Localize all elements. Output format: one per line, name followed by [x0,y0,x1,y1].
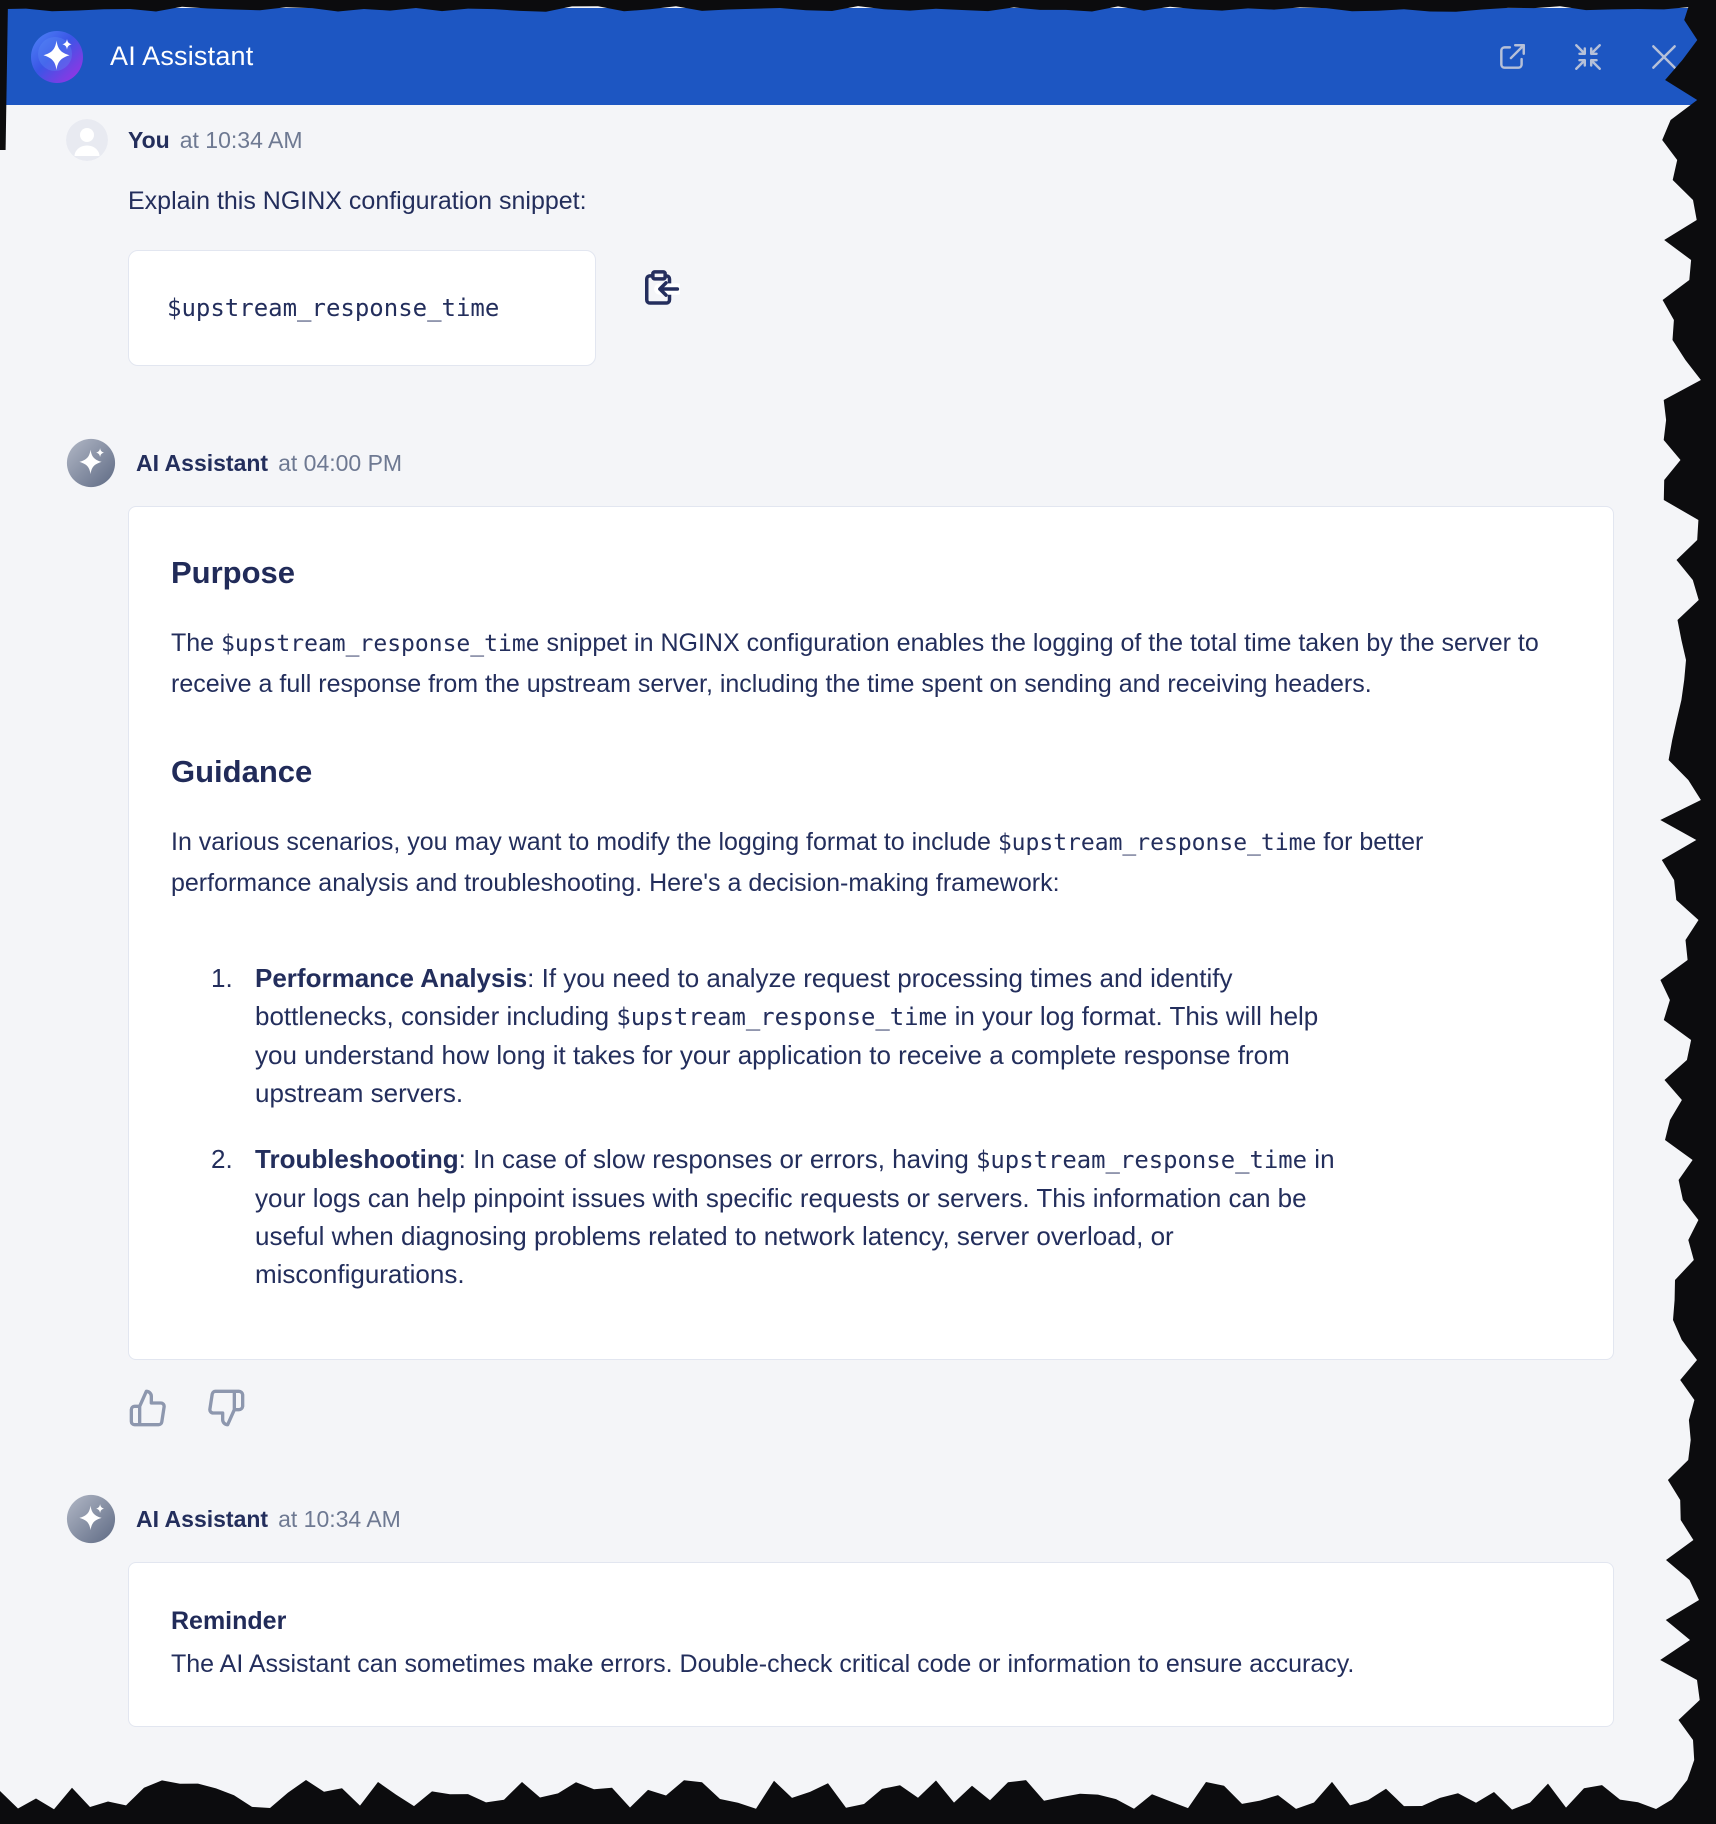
collapse-panel-icon[interactable] [1572,41,1604,73]
purpose-paragraph: The $upstream_response_time snippet in NGINX configuration enables the logging of the total time taken by the server to receive a full response from the upstream server, including the time spent on sending and receiving headers. [171,629,1539,698]
user-message-header [66,119,1716,161]
titlebar [0,8,1716,105]
open-in-new-window-icon[interactable] [1496,41,1528,73]
thumbs-up-icon[interactable] [128,1388,168,1428]
code-snippet-box [128,250,596,366]
assistant-avatar [66,438,116,488]
thumbs-down-icon[interactable] [206,1388,246,1428]
assistant-response-card [128,506,1614,1360]
guidance-paragraph: In various scenarios, you may want to modify the logging format to include $upstream_response_time for better performance analysis and troubleshooting. Here's a decision-making framework: [171,828,1424,897]
author-name: You [128,126,170,153]
feedback-buttons [128,1388,1716,1428]
message-timestamp: at 10:34 AM [278,1505,401,1532]
user-avatar [66,119,108,161]
assistant-message-header [66,438,1716,488]
code-snippet-text: $upstream_response_time [167,294,500,322]
panel-title: AI Assistant [110,41,254,71]
user-message [66,119,1716,366]
message-timestamp: at 10:34 AM [179,126,303,153]
code-snippet-row [128,250,1716,366]
assistant-avatar [66,1494,116,1544]
chat-transcript [0,105,1716,1727]
assistant-reminder-message [66,1494,1716,1727]
list-item-text: Performance Analysis: If you need to analyze request processing times and identify bottlenecks, consider including $upstream_response_time in your log format. This will help you understand how long it takes for your application to receive a complete response from upstream servers. [255,963,1319,1108]
message-timestamp: at 04:00 PM [278,449,403,476]
list-item-number: 1. [211,963,233,993]
assistant-message-header [66,1494,1716,1544]
author-name: AI Assistant [136,449,269,476]
list-item [211,959,1567,1112]
purpose-heading: Purpose [171,555,296,590]
torn-border-bottom [0,1780,1716,1824]
window-actions [1496,41,1680,73]
author-name: AI Assistant [136,1505,269,1532]
reminder-title: Reminder [171,1607,287,1635]
user-message-text: Explain this NGINX configuration snippet: [128,187,587,215]
close-panel-icon[interactable] [1648,41,1680,73]
reminder-card [128,1562,1614,1727]
assistant-answer-message [66,438,1716,1428]
list-item [211,1140,1567,1293]
list-item-text: Troubleshooting: In case of slow responses or errors, having $upstream_response_time in your logs can help pinpoint issues with specific requests or servers. This information can be useful when diagnosing problems related to network latency, server overload, or misconfigurations. [255,1144,1335,1289]
paste-code-icon[interactable] [638,268,680,310]
decision-framework-list [171,959,1567,1293]
list-item-number: 2. [211,1144,233,1174]
reminder-text: The AI Assistant can sometimes make errors. Double-check critical code or information to ensure accuracy. [171,1650,1355,1678]
guidance-heading: Guidance [171,754,313,789]
ai-assistant-logo-icon [30,30,84,84]
